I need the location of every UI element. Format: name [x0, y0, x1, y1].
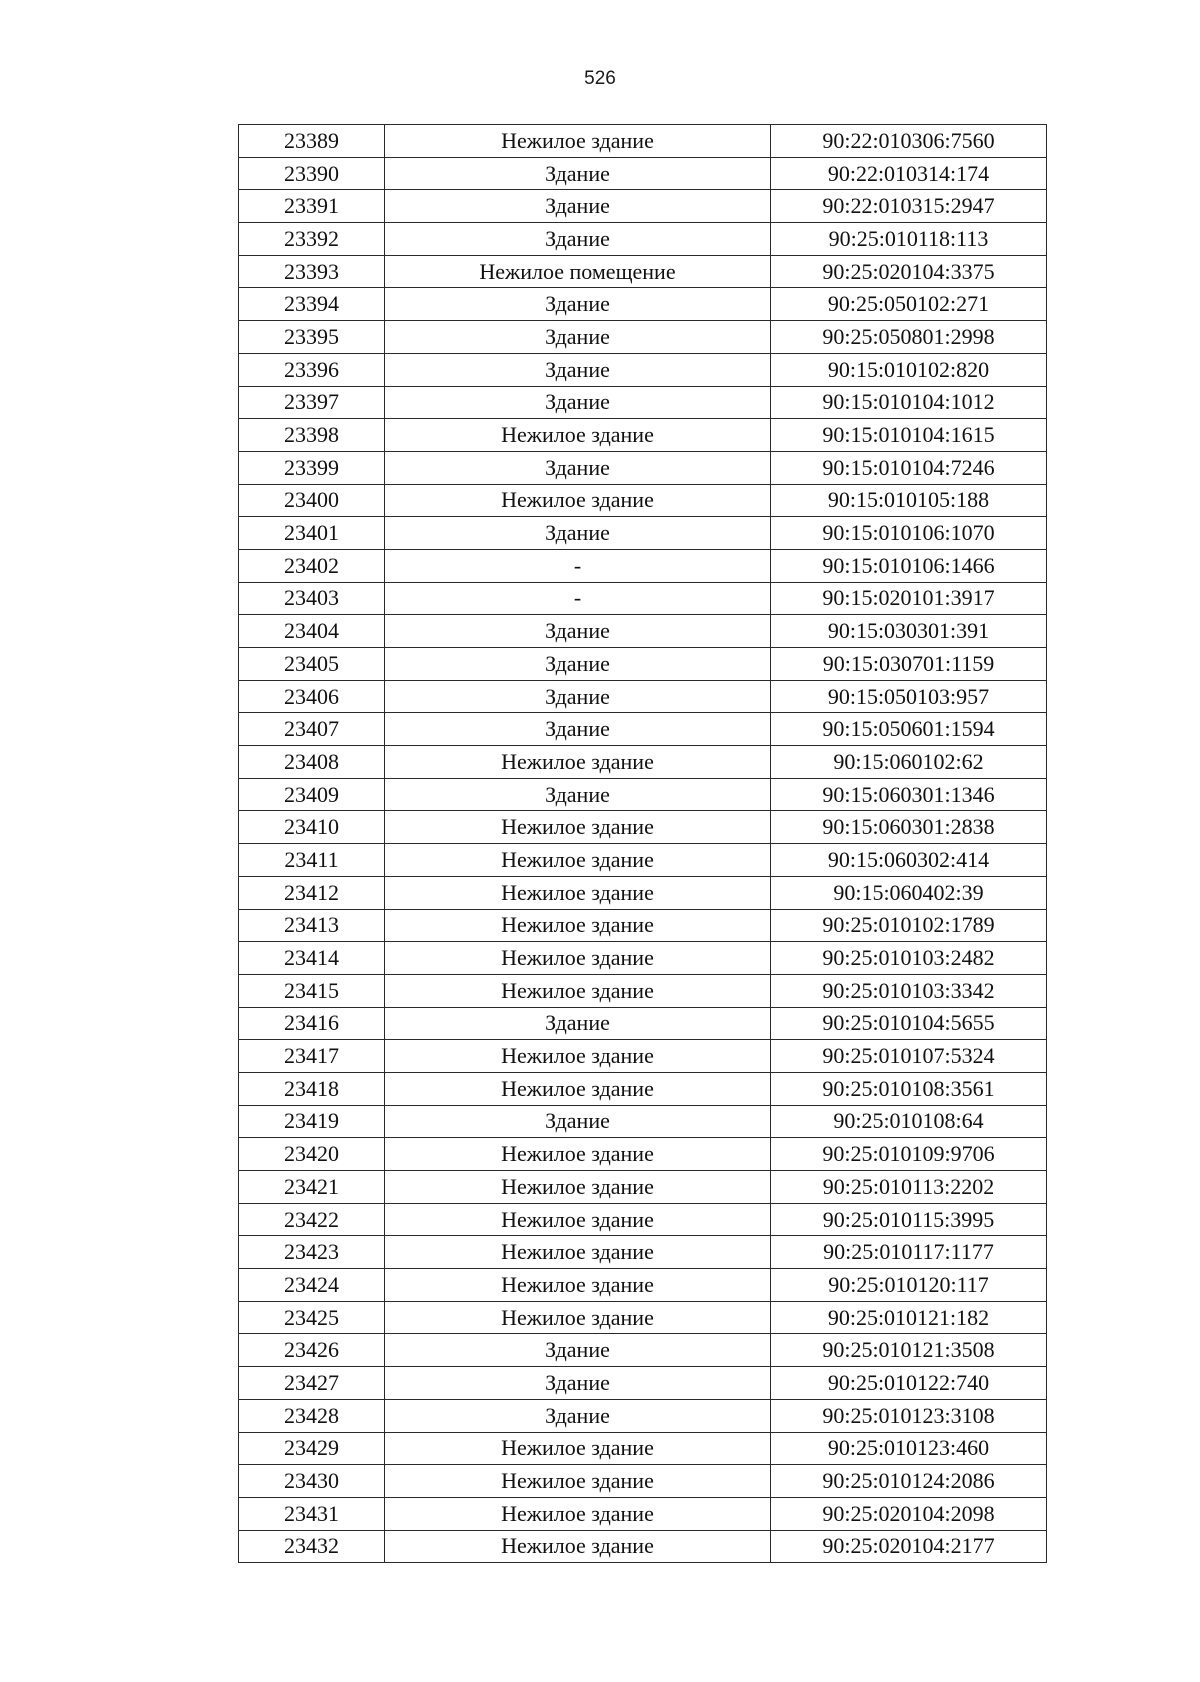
table-row: [239, 321, 1047, 354]
object-type-cell: -: [385, 549, 771, 582]
cadastral-number-cell: 90:15:010105:188: [771, 484, 1047, 517]
row-number-cell: 23396: [239, 353, 385, 386]
object-type-cell: Здание: [385, 1334, 771, 1367]
cadastral-number-cell: 90:25:010117:1177: [771, 1236, 1047, 1269]
object-type-cell: Нежилое здание: [385, 1497, 771, 1530]
object-type-cell: Здание: [385, 223, 771, 256]
object-type-cell: Нежилое здание: [385, 746, 771, 779]
cadastral-number-cell: 90:25:010108:3561: [771, 1072, 1047, 1105]
object-type-cell: Здание: [385, 288, 771, 321]
table-row: [239, 746, 1047, 779]
cadastral-number-cell: 90:25:010102:1789: [771, 909, 1047, 942]
cadastral-number-cell: 90:15:060301:2838: [771, 811, 1047, 844]
object-type-cell: -: [385, 582, 771, 615]
row-number-cell: 23400: [239, 484, 385, 517]
row-number-cell: 23423: [239, 1236, 385, 1269]
row-number-cell: 23417: [239, 1040, 385, 1073]
table-row: [239, 1040, 1047, 1073]
table-row: [239, 1334, 1047, 1367]
cadastral-number-cell: 90:25:010115:3995: [771, 1203, 1047, 1236]
cadastral-number-cell: 90:15:060102:62: [771, 746, 1047, 779]
table-row: [239, 419, 1047, 452]
table-row: [239, 942, 1047, 975]
table-row: [239, 223, 1047, 256]
row-number-cell: 23425: [239, 1301, 385, 1334]
object-type-cell: Нежилое здание: [385, 1530, 771, 1563]
table-row: [239, 451, 1047, 484]
object-type-cell: Здание: [385, 353, 771, 386]
row-number-cell: 23392: [239, 223, 385, 256]
table-row: [239, 1497, 1047, 1530]
cadastral-number-cell: 90:15:030701:1159: [771, 648, 1047, 681]
table-row: [239, 1138, 1047, 1171]
row-number-cell: 23424: [239, 1269, 385, 1302]
object-type-cell: Нежилое здание: [385, 1236, 771, 1269]
cadastral-number-cell: 90:22:010306:7560: [771, 125, 1047, 158]
cadastral-number-cell: 90:25:010123:3108: [771, 1399, 1047, 1432]
object-type-cell: Нежилое здание: [385, 811, 771, 844]
property-table: [238, 124, 1047, 1563]
object-type-cell: Здание: [385, 190, 771, 223]
row-number-cell: 23413: [239, 909, 385, 942]
cadastral-number-cell: 90:15:050103:957: [771, 680, 1047, 713]
row-number-cell: 23402: [239, 549, 385, 582]
table-row: [239, 844, 1047, 877]
cadastral-number-cell: 90:15:010102:820: [771, 353, 1047, 386]
table-row: [239, 811, 1047, 844]
row-number-cell: 23412: [239, 876, 385, 909]
row-number-cell: 23399: [239, 451, 385, 484]
object-type-cell: Здание: [385, 778, 771, 811]
row-number-cell: 23408: [239, 746, 385, 779]
cadastral-number-cell: 90:25:020104:2098: [771, 1497, 1047, 1530]
table-row: [239, 386, 1047, 419]
object-type-cell: Здание: [385, 321, 771, 354]
table-row: [239, 1367, 1047, 1400]
object-type-cell: Нежилое здание: [385, 1203, 771, 1236]
cadastral-number-cell: 90:15:050601:1594: [771, 713, 1047, 746]
row-number-cell: 23406: [239, 680, 385, 713]
table-row: [239, 484, 1047, 517]
object-type-cell: Нежилое здание: [385, 1301, 771, 1334]
table-row: [239, 648, 1047, 681]
row-number-cell: 23419: [239, 1105, 385, 1138]
table-row: [239, 1105, 1047, 1138]
row-number-cell: 23415: [239, 974, 385, 1007]
cadastral-number-cell: 90:25:010103:3342: [771, 974, 1047, 1007]
table-row: [239, 125, 1047, 158]
cadastral-number-cell: 90:25:010113:2202: [771, 1171, 1047, 1204]
row-number-cell: 23393: [239, 255, 385, 288]
cadastral-number-cell: 90:25:010122:740: [771, 1367, 1047, 1400]
table-row: [239, 1301, 1047, 1334]
row-number-cell: 23426: [239, 1334, 385, 1367]
object-type-cell: Здание: [385, 1367, 771, 1400]
cadastral-number-cell: 90:15:010104:1012: [771, 386, 1047, 419]
row-number-cell: 23431: [239, 1497, 385, 1530]
object-type-cell: Здание: [385, 157, 771, 190]
object-type-cell: Здание: [385, 1007, 771, 1040]
cadastral-number-cell: 90:25:020104:3375: [771, 255, 1047, 288]
row-number-cell: 23416: [239, 1007, 385, 1040]
row-number-cell: 23398: [239, 419, 385, 452]
object-type-cell: Нежилое здание: [385, 909, 771, 942]
cadastral-number-cell: 90:15:060301:1346: [771, 778, 1047, 811]
row-number-cell: 23418: [239, 1072, 385, 1105]
object-type-cell: Нежилое здание: [385, 419, 771, 452]
object-type-cell: Нежилое здание: [385, 844, 771, 877]
table-row: [239, 1269, 1047, 1302]
row-number-cell: 23394: [239, 288, 385, 321]
cadastral-number-cell: 90:25:010104:5655: [771, 1007, 1047, 1040]
table-row: [239, 1171, 1047, 1204]
cadastral-number-cell: 90:15:010104:7246: [771, 451, 1047, 484]
table-row: [239, 1432, 1047, 1465]
row-number-cell: 23401: [239, 517, 385, 550]
object-type-cell: Здание: [385, 680, 771, 713]
cadastral-number-cell: 90:22:010314:174: [771, 157, 1047, 190]
cadastral-number-cell: 90:15:030301:391: [771, 615, 1047, 648]
table-row: [239, 615, 1047, 648]
cadastral-number-cell: 90:25:010121:182: [771, 1301, 1047, 1334]
table-row: [239, 288, 1047, 321]
row-number-cell: 23421: [239, 1171, 385, 1204]
object-type-cell: Здание: [385, 517, 771, 550]
cadastral-number-cell: 90:25:010107:5324: [771, 1040, 1047, 1073]
row-number-cell: 23403: [239, 582, 385, 615]
cadastral-number-cell: 90:25:010120:117: [771, 1269, 1047, 1302]
row-number-cell: 23429: [239, 1432, 385, 1465]
row-number-cell: 23405: [239, 648, 385, 681]
object-type-cell: Нежилое здание: [385, 1432, 771, 1465]
cadastral-number-cell: 90:25:010123:460: [771, 1432, 1047, 1465]
row-number-cell: 23432: [239, 1530, 385, 1563]
table-row: [239, 255, 1047, 288]
cadastral-number-cell: 90:15:060302:414: [771, 844, 1047, 877]
row-number-cell: 23422: [239, 1203, 385, 1236]
table-row: [239, 778, 1047, 811]
cadastral-number-cell: 90:25:050102:271: [771, 288, 1047, 321]
row-number-cell: 23389: [239, 125, 385, 158]
cadastral-number-cell: 90:25:010109:9706: [771, 1138, 1047, 1171]
row-number-cell: 23427: [239, 1367, 385, 1400]
cadastral-number-cell: 90:22:010315:2947: [771, 190, 1047, 223]
row-number-cell: 23404: [239, 615, 385, 648]
cadastral-number-cell: 90:25:050801:2998: [771, 321, 1047, 354]
table-row: [239, 1203, 1047, 1236]
cadastral-number-cell: 90:15:010106:1070: [771, 517, 1047, 550]
row-number-cell: 23397: [239, 386, 385, 419]
table-row: [239, 713, 1047, 746]
row-number-cell: 23430: [239, 1465, 385, 1498]
table-row: [239, 1399, 1047, 1432]
object-type-cell: Здание: [385, 648, 771, 681]
object-type-cell: Здание: [385, 713, 771, 746]
table-row: [239, 1530, 1047, 1563]
object-type-cell: Нежилое здание: [385, 876, 771, 909]
property-table-body: [239, 125, 1047, 1563]
table-row: [239, 190, 1047, 223]
object-type-cell: Здание: [385, 615, 771, 648]
table-row: [239, 1236, 1047, 1269]
object-type-cell: Здание: [385, 1399, 771, 1432]
row-number-cell: 23428: [239, 1399, 385, 1432]
object-type-cell: Нежилое здание: [385, 1072, 771, 1105]
row-number-cell: 23420: [239, 1138, 385, 1171]
cadastral-number-cell: 90:15:020101:3917: [771, 582, 1047, 615]
row-number-cell: 23410: [239, 811, 385, 844]
object-type-cell: Нежилое здание: [385, 125, 771, 158]
row-number-cell: 23407: [239, 713, 385, 746]
table-row: [239, 517, 1047, 550]
table-row: [239, 876, 1047, 909]
row-number-cell: 23391: [239, 190, 385, 223]
page-number: 526: [584, 68, 616, 89]
object-type-cell: Здание: [385, 1105, 771, 1138]
cadastral-number-cell: 90:15:010106:1466: [771, 549, 1047, 582]
object-type-cell: Нежилое здание: [385, 484, 771, 517]
object-type-cell: Нежилое здание: [385, 1040, 771, 1073]
row-number-cell: 23390: [239, 157, 385, 190]
cadastral-number-cell: 90:25:010124:2086: [771, 1465, 1047, 1498]
object-type-cell: Здание: [385, 451, 771, 484]
table-row: [239, 582, 1047, 615]
row-number-cell: 23411: [239, 844, 385, 877]
table-row: [239, 1007, 1047, 1040]
row-number-cell: 23414: [239, 942, 385, 975]
object-type-cell: Нежилое здание: [385, 974, 771, 1007]
table-row: [239, 1072, 1047, 1105]
table-row: [239, 353, 1047, 386]
object-type-cell: Нежилое здание: [385, 942, 771, 975]
cadastral-number-cell: 90:25:010103:2482: [771, 942, 1047, 975]
table-row: [239, 157, 1047, 190]
object-type-cell: Нежилое помещение: [385, 255, 771, 288]
row-number-cell: 23409: [239, 778, 385, 811]
object-type-cell: Нежилое здание: [385, 1171, 771, 1204]
cadastral-number-cell: 90:15:010104:1615: [771, 419, 1047, 452]
table-row: [239, 909, 1047, 942]
object-type-cell: Здание: [385, 386, 771, 419]
table-row: [239, 974, 1047, 1007]
table-row: [239, 1465, 1047, 1498]
cadastral-number-cell: 90:25:020104:2177: [771, 1530, 1047, 1563]
table-row: [239, 549, 1047, 582]
object-type-cell: Нежилое здание: [385, 1465, 771, 1498]
cadastral-number-cell: 90:25:010108:64: [771, 1105, 1047, 1138]
cadastral-number-cell: 90:25:010121:3508: [771, 1334, 1047, 1367]
table-row: [239, 680, 1047, 713]
cadastral-number-cell: 90:15:060402:39: [771, 876, 1047, 909]
object-type-cell: Нежилое здание: [385, 1269, 771, 1302]
cadastral-number-cell: 90:25:010118:113: [771, 223, 1047, 256]
row-number-cell: 23395: [239, 321, 385, 354]
object-type-cell: Нежилое здание: [385, 1138, 771, 1171]
